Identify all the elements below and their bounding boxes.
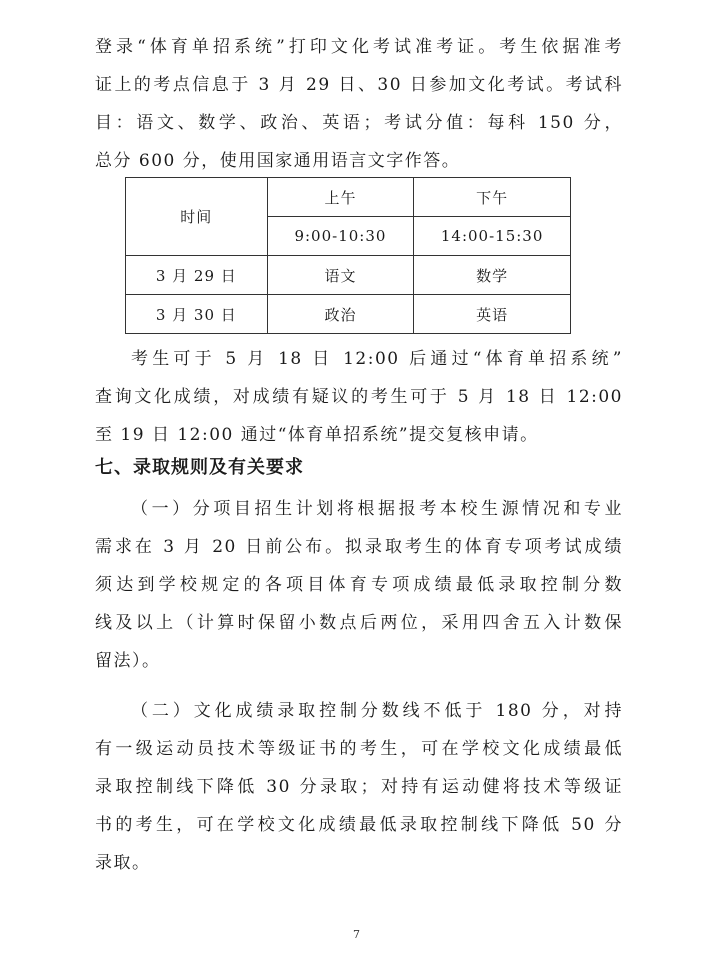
- date-cell: 3 月 29 日: [126, 256, 268, 295]
- afternoon-time-cell: 14:00-15:30: [414, 217, 571, 256]
- date-cell: 3 月 30 日: [126, 295, 268, 334]
- intro-line-3: 目：语文、数学、政治、英语；考试分值：每科 150 分，: [95, 113, 623, 133]
- rule-one-line-1: （一）分项目招生计划将根据报考本校生源情况和专业: [131, 499, 623, 519]
- intro-line-2: 证上的考点信息于 3 月 29 日、30 日参加文化考试。考试科: [95, 75, 623, 95]
- rule-one-line-2: 需求在 3 月 20 日前公布。拟录取考生的体育专项考试成绩: [95, 537, 623, 557]
- score-line-3: 至 19 日 12:00 通过“体育单招系统”提交复核申请。: [95, 425, 539, 445]
- morning-header-cell: 上午: [267, 178, 414, 217]
- afternoon-subject-cell: 数学: [414, 256, 571, 295]
- page-number: 7: [353, 928, 360, 941]
- section-heading: 七、录取规则及有关要求: [95, 457, 304, 478]
- rule-two-line-3: 录取控制线下降低 30 分录取；对持有运动健将技术等级证: [95, 777, 623, 797]
- rule-one-line-5: 留法）。: [95, 651, 161, 671]
- score-line-2: 查询文化成绩，对成绩有疑议的考生可于 5 月 18 日 12:00: [95, 387, 623, 407]
- table-row: [126, 256, 571, 295]
- morning-subject-cell: 政治: [267, 295, 414, 334]
- time-header-cell: 时间: [126, 178, 268, 256]
- intro-line-1: 登录“体育单招系统”打印文化考试准考证。考生依据准考: [95, 37, 623, 57]
- table-header-row: [126, 178, 571, 217]
- rule-one-line-3: 须达到学校规定的各项目体育专项成绩最低录取控制分数: [95, 575, 623, 595]
- score-line-1: 考生可于 5 月 18 日 12:00 后通过“体育单招系统”: [131, 349, 623, 369]
- rule-one-line-4: 线及以上（计算时保留小数点后两位，采用四舍五入计数保: [95, 613, 623, 633]
- exam-schedule-table: [125, 177, 571, 334]
- rule-two-line-4: 书的考生，可在学校文化成绩最低录取控制线下降低 50 分: [95, 815, 623, 835]
- rule-two-line-5: 录取。: [95, 853, 151, 873]
- morning-time-cell: 9:00-10:30: [267, 217, 414, 256]
- afternoon-header-cell: 下午: [414, 178, 571, 217]
- rule-two-line-1: （二）文化成绩录取控制分数线不低于 180 分，对持: [131, 701, 623, 721]
- table-row: [126, 295, 571, 334]
- morning-subject-cell: 语文: [267, 256, 414, 295]
- rule-two-line-2: 有一级运动员技术等级证书的考生，可在学校文化成绩最低: [95, 739, 623, 759]
- afternoon-subject-cell: 英语: [414, 295, 571, 334]
- intro-line-4: 总分 600 分，使用国家通用语言文字作答。: [95, 151, 461, 171]
